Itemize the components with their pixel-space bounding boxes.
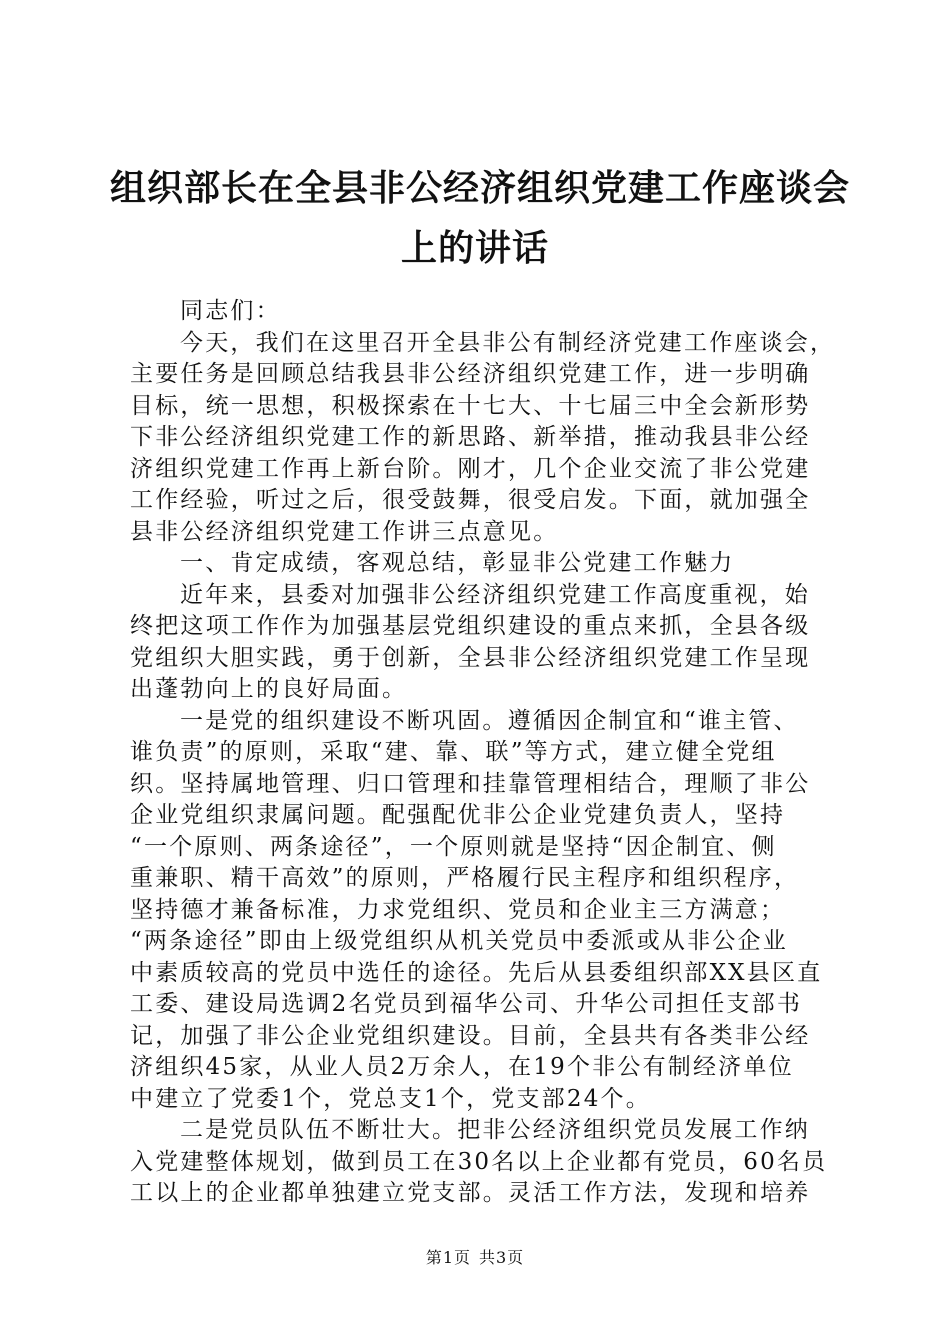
body-text-line: 济组织45家，从业人员2万余人，在19个非公有制经济单位 bbox=[130, 1054, 794, 1080]
body-text-line: 近年来，县委对加强非公经济组织党建工作高度重视，始 bbox=[180, 581, 810, 608]
document-body bbox=[130, 296, 836, 1210]
body-text-line: 入党建整体规划，做到员工在30名以上企业都有党员，60名员 bbox=[130, 1148, 828, 1175]
body-text-line: 工委、建设局选调2名党员到福华公司、升华公司担任支部书 bbox=[130, 991, 803, 1017]
body-text-line: 中素质较高的党员中选任的途径。先后从县委组织部XX县区直 bbox=[130, 959, 823, 986]
body-text-line: 谁负责”的原则，采取“建、靠、联”等方式，建立健全党组 bbox=[130, 739, 777, 765]
body-text-line: 一是党的组织建设不断巩固。遵循因企制宜和“谁主管、 bbox=[180, 707, 799, 734]
body-text-line: 同志们： bbox=[180, 298, 281, 324]
body-text-line: 记，加强了非公企业党组织建设。目前，全县共有各类非公经 bbox=[130, 1022, 811, 1049]
page-number: 第1页 bbox=[425, 1248, 471, 1267]
body-text-line: 县非公经济组织党建工作讲三点意见。 bbox=[130, 518, 559, 545]
body-text-line: 济组织党建工作再上新台阶。刚才，几个企业交流了非公党建 bbox=[130, 455, 811, 482]
body-text-line: 工作经验，听过之后，很受鼓舞，很受启发。下面，就加强全 bbox=[130, 487, 811, 513]
body-text-line: 企业党组织隶属问题。配强配优非公企业党建负责人，坚持 bbox=[130, 802, 786, 828]
body-text-line: 重兼职、精干高效”的原则，严格履行民主程序和组织程序， bbox=[130, 865, 800, 891]
body-text-line: “两条途径”即由上级党组织从机关党员中委派或从非公企业 bbox=[130, 928, 788, 954]
body-text-line: “一个原则、两条途径”，一个原则就是坚持“因企制宜、侧 bbox=[130, 833, 777, 860]
body-text-line: 二是党员队伍不断壮大。把非公经济组织党员发展工作纳 bbox=[180, 1117, 810, 1143]
body-text-line: 一、肯定成绩，客观总结，彰显非公党建工作魅力 bbox=[180, 550, 735, 576]
document-title-line-1: 组织部长在全县非公经济组织党建工作座谈会 bbox=[110, 168, 851, 209]
body-text-line: 织。坚持属地管理、归口管理和挂靠管理相结合，理顺了非公 bbox=[130, 770, 811, 797]
body-text-line: 坚持德才兼备标准，力求党组织、党员和企业主三方满意； bbox=[130, 896, 786, 923]
body-text-line: 出蓬勃向上的良好局面。 bbox=[130, 676, 408, 702]
page-total: 共3页 bbox=[479, 1248, 525, 1267]
body-text-line: 终把这项工作作为加强基层党组织建设的重点来抓，全县各级 bbox=[130, 613, 811, 639]
body-text-line: 今天，我们在这里召开全县非公有制经济党建工作座谈会， bbox=[180, 329, 836, 356]
body-text-line: 党组织大胆实践，勇于创新，全县非公经济组织党建工作呈现 bbox=[130, 644, 811, 671]
body-text-line: 中建立了党委1个，党总支1个，党支部24个。 bbox=[130, 1085, 651, 1112]
body-text-line: 主要任务是回顾总结我县非公经济组织党建工作，进一步明确 bbox=[130, 361, 811, 387]
body-text-line: 工以上的企业都单独建立党支部。灵活工作方法，发现和培养 bbox=[130, 1180, 811, 1206]
document-title-line-2: 上的讲话 bbox=[400, 228, 549, 269]
body-text-line: 目标，统一思想，积极探索在十七大、十七届三中全会新形势 bbox=[130, 392, 811, 419]
page-footer bbox=[0, 1245, 950, 1268]
body-text-line: 下非公经济组织党建工作的新思路、新举措，推动我县非公经 bbox=[130, 424, 811, 450]
